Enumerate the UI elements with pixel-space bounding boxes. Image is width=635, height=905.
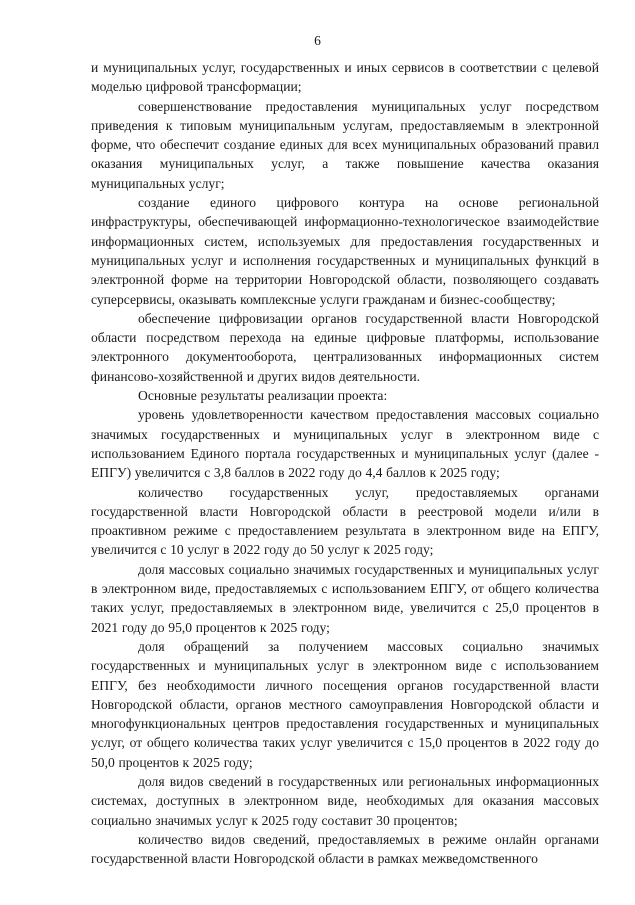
paragraph-digital-contour: создание единого цифрового контура на основе региональной инфраструктуры, обеспечивающей информационно-технологическое взаимодействие информационных систем, используемых для предоставления государственных и муниципальных услуг и исполнения государственных и муниципальных функций в электронной форме на территории Новгородской области, позволяющего создавать суперсервисы, оказывать комплексные услуги гражданам и бизнес-сообществу; (91, 195, 599, 307)
paragraph-continuation: и муниципальных услуг, государственных и иных сервисов в соответствии с целевой моделью цифровой трансформации; (91, 60, 599, 95)
paragraph-share-requests: доля обращений за получением массовых социально значимых государственных и муниципальных услуг в электронном виде с использованием ЕПГУ, без необходимости личного посещения органов государственной власти Новгородской области, органов местного самоуправления Новгородской области и многофункциональных центров предоставления государственных и муниципальных услуг, от общего количества таких услуг увеличится с 15,0 процентов в 2022 году до 50,0 процентов к 2025 году; (91, 638, 599, 770)
paragraph-results-heading: Основные результаты реализации проекта: (138, 388, 388, 404)
page-number: 6 (314, 33, 321, 48)
paragraph-municipal-services-improvement: совершенствование предоставления муниципальных услуг посредством приведения к типовым муниципальным услугам, предоставляемым в электронной форме, что обеспечит создание единых для всех муниципальных образований правил оказания муниципальных услуг, а также повышение качества оказания муниципальных услуг; (91, 98, 599, 191)
document-body (91, 58, 599, 868)
paragraph-satisfaction-level: уровень удовлетворенности качеством предоставления массовых социально значимых государственных и муниципальных услуг в электронном виде с использованием Единого портала государственных и муниципальных услуг (далее - ЕПГУ) увеличится с 3,8 баллов в 2022 году до 4,4 баллов к 2025 году; (91, 407, 599, 481)
paragraph-services-count: количество государственных услуг, предоставляемых органами государственной власти Новгородской области в реестровой модели и/или в проактивном режиме с предоставлением результата в электронном виде на ЕПГУ, увеличится с 10 услуг в 2022 году до 50 услуг к 2025 году; (91, 484, 599, 558)
paragraph-digitalization-authorities: обеспечение цифровизации органов государственной власти Новгородской области посредством перехода на единые цифровые платформы, использование электронного документооборота, централизованных информационных систем финансово-хозяйственной и других видов деятельности. (91, 310, 599, 384)
paragraph-share-info-types: доля видов сведений в государственных или региональных информационных системах, доступных в электронном виде, необходимых для оказания массовых социально значимых услуг к 2025 году составит 30 процентов; (91, 773, 599, 828)
paragraph-share-epgu-services: доля массовых социально значимых государственных и муниципальных услуг в электронном виде, предоставляемых с использованием ЕПГУ, от общего количества таких услуг, предоставляемых в электронном виде, увеличится с 25,0 процентов в 2021 году до 95,0 процентов к 2025 году; (91, 561, 599, 635)
paragraph-info-types-online: количество видов сведений, предоставляемых в режиме онлайн органами государственной власти Новгородской области в рамках межведомственного (91, 831, 599, 867)
